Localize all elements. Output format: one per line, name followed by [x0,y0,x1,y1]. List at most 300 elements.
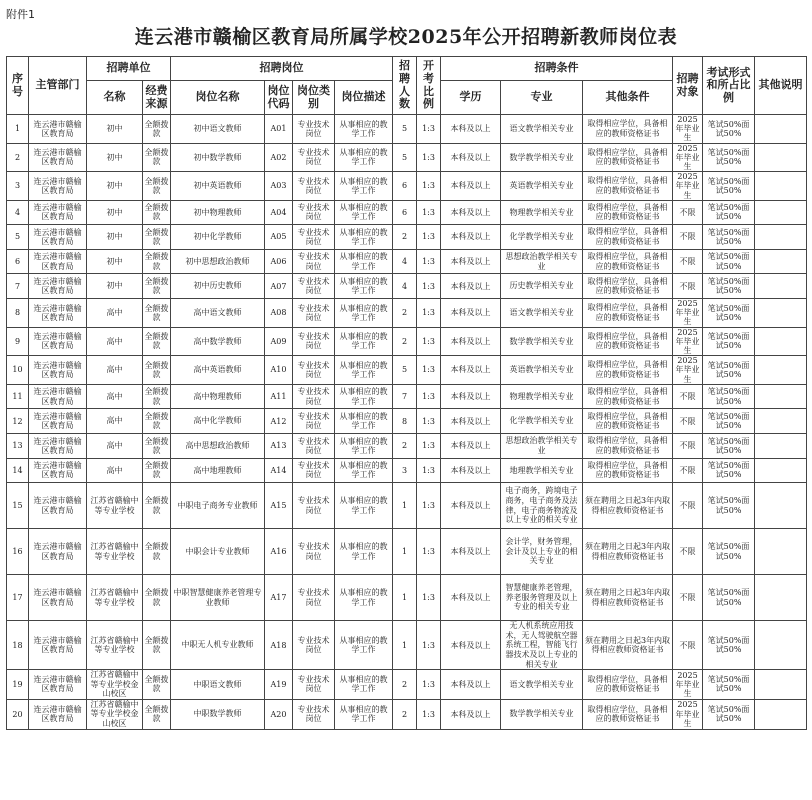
table-row [7,115,807,144]
cell-dept: 连云港市赣榆区教育局 [29,384,87,409]
cell-edu: 本科及以上 [441,575,501,621]
cell-dept: 连云港市赣榆区教育局 [29,356,87,385]
cell-post-type: 专业技术岗位 [293,274,335,299]
cell-ratio: 1:3 [417,274,441,299]
cell-ratio: 1:3 [417,483,441,529]
cell-edu: 本科及以上 [441,529,501,575]
cell-post-name: 初中物理教师 [171,200,265,225]
cell-major: 思想政治教学相关专业 [501,249,583,274]
cell-dept: 连云港市赣榆区教育局 [29,274,87,299]
cell-target: 不限 [673,458,703,483]
cell-major: 物理教学相关专业 [501,200,583,225]
cell-count: 4 [393,249,417,274]
cell-exam: 笔试50%面试50% [703,384,755,409]
cell-count: 2 [393,433,417,458]
cell-edu: 本科及以上 [441,384,501,409]
cell-edu: 本科及以上 [441,356,501,385]
cell-ratio: 1:3 [417,699,441,729]
cell-seq: 16 [7,529,29,575]
cell-post-desc: 从事相应的教学工作 [335,529,393,575]
header-post-type: 岗位类别 [293,81,335,115]
cell-post-desc: 从事相应的教学工作 [335,433,393,458]
cell-post-desc: 从事相应的教学工作 [335,200,393,225]
cell-major: 思想政治教学相关专业 [501,433,583,458]
cell-dept: 连云港市赣榆区教育局 [29,433,87,458]
cell-count: 8 [393,409,417,434]
table-row [7,433,807,458]
table-row [7,670,807,700]
cell-post-name: 中职数学教师 [171,699,265,729]
cell-ratio: 1:3 [417,143,441,172]
cell-seq: 20 [7,699,29,729]
cell-target: 不限 [673,621,703,670]
cell-edu: 本科及以上 [441,621,501,670]
cell-edu: 本科及以上 [441,409,501,434]
cell-funding: 全额拨款 [143,172,171,201]
table-row [7,621,807,670]
cell-notes [755,483,807,529]
cell-post-desc: 从事相应的教学工作 [335,143,393,172]
cell-exam: 笔试50%面试50% [703,483,755,529]
cell-count: 6 [393,172,417,201]
cell-unit: 初中 [87,274,143,299]
cell-post-code: A06 [265,249,293,274]
cell-post-code: A07 [265,274,293,299]
cell-unit: 初中 [87,143,143,172]
cell-notes [755,143,807,172]
cell-notes [755,670,807,700]
header-post-name: 岗位名称 [171,81,265,115]
header-funding: 经费来源 [143,81,171,115]
cell-unit: 江苏省赣榆中等专业学校 [87,529,143,575]
cell-other: 取得相应学位，具备相应的教师资格证书 [583,384,673,409]
cell-target: 2025年毕业生 [673,356,703,385]
cell-funding: 全额拨款 [143,249,171,274]
cell-post-name: 初中英语教师 [171,172,265,201]
header-post-code: 岗位代码 [265,81,293,115]
cell-target: 2025年毕业生 [673,699,703,729]
cell-other: 取得相应学位，具备相应的教师资格证书 [583,225,673,250]
cell-count: 1 [393,529,417,575]
cell-count: 7 [393,384,417,409]
cell-post-code: A03 [265,172,293,201]
cell-dept: 连云港市赣榆区教育局 [29,327,87,356]
header-exam: 考试形式和所占比例 [703,57,755,115]
table-row [7,699,807,729]
cell-post-type: 专业技术岗位 [293,384,335,409]
cell-exam: 笔试50%面试50% [703,670,755,700]
cell-target: 不限 [673,409,703,434]
table-row [7,172,807,201]
cell-seq: 3 [7,172,29,201]
cell-funding: 全额拨款 [143,575,171,621]
cell-count: 3 [393,458,417,483]
table-row [7,200,807,225]
cell-post-type: 专业技术岗位 [293,143,335,172]
cell-funding: 全额拨款 [143,356,171,385]
table-row [7,356,807,385]
cell-major: 地理教学相关专业 [501,458,583,483]
cell-exam: 笔试50%面试50% [703,433,755,458]
cell-other: 须在聘用之日起3年内取得相应教师资格证书 [583,483,673,529]
cell-ratio: 1:3 [417,670,441,700]
cell-post-name: 高中化学教师 [171,409,265,434]
cell-ratio: 1:3 [417,172,441,201]
cell-target: 不限 [673,529,703,575]
cell-post-desc: 从事相应的教学工作 [335,575,393,621]
header-post-desc: 岗位描述 [335,81,393,115]
cell-dept: 连云港市赣榆区教育局 [29,172,87,201]
cell-post-type: 专业技术岗位 [293,299,335,328]
cell-post-name: 高中地理教师 [171,458,265,483]
table-row [7,143,807,172]
cell-ratio: 1:3 [417,433,441,458]
cell-dept: 连云港市赣榆区教育局 [29,699,87,729]
cell-major: 语文教学相关专业 [501,115,583,144]
cell-post-desc: 从事相应的教学工作 [335,384,393,409]
cell-exam: 笔试50%面试50% [703,249,755,274]
cell-dept: 连云港市赣榆区教育局 [29,115,87,144]
cell-notes [755,172,807,201]
cell-post-type: 专业技术岗位 [293,356,335,385]
cell-count: 1 [393,483,417,529]
cell-post-code: A08 [265,299,293,328]
cell-funding: 全额拨款 [143,299,171,328]
cell-post-code: A18 [265,621,293,670]
cell-other: 取得相应学位，具备相应的教师资格证书 [583,409,673,434]
cell-major: 数学教学相关专业 [501,699,583,729]
cell-notes [755,299,807,328]
cell-dept: 连云港市赣榆区教育局 [29,575,87,621]
cell-post-type: 专业技术岗位 [293,172,335,201]
cell-dept: 连云港市赣榆区教育局 [29,299,87,328]
cell-funding: 全额拨款 [143,670,171,700]
cell-seq: 11 [7,384,29,409]
cell-post-desc: 从事相应的教学工作 [335,458,393,483]
cell-dept: 连云港市赣榆区教育局 [29,670,87,700]
table-row [7,249,807,274]
cell-unit: 江苏省赣榆中等专业学校金山校区 [87,699,143,729]
cell-notes [755,699,807,729]
cell-post-name: 高中数学教师 [171,327,265,356]
header-cond-group: 招聘条件 [441,57,673,81]
cell-other: 取得相应学位，具备相应的教师资格证书 [583,249,673,274]
header-seq: 序号 [7,57,29,115]
cell-edu: 本科及以上 [441,274,501,299]
cell-exam: 笔试50%面试50% [703,458,755,483]
cell-dept: 连云港市赣榆区教育局 [29,409,87,434]
cell-target: 不限 [673,249,703,274]
cell-post-name: 初中历史教师 [171,274,265,299]
cell-post-code: A15 [265,483,293,529]
cell-seq: 7 [7,274,29,299]
cell-count: 1 [393,575,417,621]
cell-other: 取得相应学位，具备相应的教师资格证书 [583,299,673,328]
cell-post-type: 专业技术岗位 [293,670,335,700]
cell-notes [755,384,807,409]
cell-edu: 本科及以上 [441,249,501,274]
cell-ratio: 1:3 [417,225,441,250]
cell-exam: 笔试50%面试50% [703,225,755,250]
cell-unit: 高中 [87,458,143,483]
cell-post-code: A19 [265,670,293,700]
cell-count: 5 [393,143,417,172]
cell-notes [755,458,807,483]
cell-dept: 连云港市赣榆区教育局 [29,143,87,172]
cell-unit: 高中 [87,409,143,434]
cell-exam: 笔试50%面试50% [703,327,755,356]
cell-other: 取得相应学位，具备相应的教师资格证书 [583,200,673,225]
cell-ratio: 1:3 [417,458,441,483]
cell-post-name: 高中思想政治教师 [171,433,265,458]
cell-major: 物理教学相关专业 [501,384,583,409]
cell-funding: 全额拨款 [143,115,171,144]
header-notes: 其他说明 [755,57,807,115]
cell-unit: 高中 [87,356,143,385]
cell-major: 英语教学相关专业 [501,172,583,201]
cell-major: 化学教学相关专业 [501,409,583,434]
cell-target: 不限 [673,225,703,250]
header-major: 专业 [501,81,583,115]
cell-ratio: 1:3 [417,621,441,670]
cell-dept: 连云港市赣榆区教育局 [29,458,87,483]
cell-edu: 本科及以上 [441,483,501,529]
cell-seq: 6 [7,249,29,274]
header-unit-group: 招聘单位 [87,57,171,81]
cell-post-type: 专业技术岗位 [293,225,335,250]
cell-edu: 本科及以上 [441,143,501,172]
cell-ratio: 1:3 [417,200,441,225]
cell-seq: 14 [7,458,29,483]
cell-other: 取得相应学位，具备相应的教师资格证书 [583,172,673,201]
cell-ratio: 1:3 [417,529,441,575]
cell-other: 取得相应学位，具备相应的教师资格证书 [583,458,673,483]
cell-target: 2025年毕业生 [673,172,703,201]
cell-post-code: A10 [265,356,293,385]
cell-seq: 10 [7,356,29,385]
cell-post-desc: 从事相应的教学工作 [335,249,393,274]
cell-post-desc: 从事相应的教学工作 [335,115,393,144]
cell-count: 5 [393,115,417,144]
cell-post-type: 专业技术岗位 [293,115,335,144]
cell-unit: 高中 [87,299,143,328]
header-count: 招聘人数 [393,57,417,115]
cell-other: 取得相应学位，具备相应的教师资格证书 [583,356,673,385]
cell-major: 智慧健康养老管理，养老服务管理及以上专业的相关专业 [501,575,583,621]
cell-unit: 江苏省赣榆中等专业学校 [87,621,143,670]
cell-post-name: 高中物理教师 [171,384,265,409]
cell-exam: 笔试50%面试50% [703,621,755,670]
cell-post-desc: 从事相应的教学工作 [335,327,393,356]
cell-notes [755,225,807,250]
cell-seq: 9 [7,327,29,356]
cell-unit: 江苏省赣榆中等专业学校金山校区 [87,670,143,700]
cell-exam: 笔试50%面试50% [703,172,755,201]
cell-post-code: A09 [265,327,293,356]
cell-post-desc: 从事相应的教学工作 [335,483,393,529]
cell-post-desc: 从事相应的教学工作 [335,172,393,201]
cell-post-code: A11 [265,384,293,409]
cell-ratio: 1:3 [417,327,441,356]
cell-post-desc: 从事相应的教学工作 [335,225,393,250]
cell-major: 数学教学相关专业 [501,327,583,356]
cell-notes [755,200,807,225]
cell-exam: 笔试50%面试50% [703,575,755,621]
cell-target: 不限 [673,483,703,529]
cell-post-name: 初中语文教师 [171,115,265,144]
cell-unit: 初中 [87,249,143,274]
cell-target: 2025年毕业生 [673,327,703,356]
cell-count: 4 [393,274,417,299]
cell-post-name: 中职无人机专业教师 [171,621,265,670]
cell-notes [755,115,807,144]
cell-funding: 全额拨款 [143,143,171,172]
cell-target: 不限 [673,200,703,225]
cell-ratio: 1:3 [417,249,441,274]
cell-post-code: A04 [265,200,293,225]
cell-post-type: 专业技术岗位 [293,529,335,575]
cell-other: 取得相应学位，具备相应的教师资格证书 [583,143,673,172]
cell-major: 会计学，财务管理，会计及以上专业的相关专业 [501,529,583,575]
cell-major: 语文教学相关专业 [501,670,583,700]
cell-other: 须在聘用之日起3年内取得相应教师资格证书 [583,575,673,621]
cell-post-code: A01 [265,115,293,144]
cell-ratio: 1:3 [417,575,441,621]
cell-count: 5 [393,356,417,385]
cell-post-type: 专业技术岗位 [293,621,335,670]
cell-post-desc: 从事相应的教学工作 [335,356,393,385]
cell-funding: 全额拨款 [143,409,171,434]
cell-notes [755,327,807,356]
table-body [7,115,807,730]
cell-edu: 本科及以上 [441,299,501,328]
table-row [7,327,807,356]
cell-ratio: 1:3 [417,115,441,144]
cell-edu: 本科及以上 [441,172,501,201]
cell-seq: 12 [7,409,29,434]
cell-post-name: 中职语文教师 [171,670,265,700]
cell-funding: 全额拨款 [143,621,171,670]
cell-dept: 连云港市赣榆区教育局 [29,529,87,575]
cell-post-desc: 从事相应的教学工作 [335,699,393,729]
cell-funding: 全额拨款 [143,433,171,458]
cell-major: 无人机系统应用技术，无人驾驶航空器系统工程，智能飞行器技术及以上专业的相关专业 [501,621,583,670]
cell-seq: 17 [7,575,29,621]
table-row [7,274,807,299]
cell-post-type: 专业技术岗位 [293,699,335,729]
cell-exam: 笔试50%面试50% [703,356,755,385]
cell-funding: 全额拨款 [143,225,171,250]
cell-post-name: 中职智慧健康养老管理专业教师 [171,575,265,621]
table-row [7,575,807,621]
cell-post-type: 专业技术岗位 [293,249,335,274]
cell-post-desc: 从事相应的教学工作 [335,621,393,670]
cell-funding: 全额拨款 [143,200,171,225]
cell-major: 语文教学相关专业 [501,299,583,328]
cell-dept: 连云港市赣榆区教育局 [29,621,87,670]
cell-unit: 高中 [87,384,143,409]
cell-count: 2 [393,327,417,356]
cell-target: 2025年毕业生 [673,115,703,144]
cell-target: 不限 [673,433,703,458]
cell-post-code: A16 [265,529,293,575]
cell-funding: 全额拨款 [143,384,171,409]
cell-exam: 笔试50%面试50% [703,409,755,434]
cell-unit: 初中 [87,225,143,250]
cell-post-name: 初中化学教师 [171,225,265,250]
cell-other: 取得相应学位，具备相应的教师资格证书 [583,699,673,729]
cell-post-type: 专业技术岗位 [293,575,335,621]
cell-count: 2 [393,699,417,729]
cell-post-code: A02 [265,143,293,172]
cell-target: 不限 [673,384,703,409]
cell-ratio: 1:3 [417,299,441,328]
cell-exam: 笔试50%面试50% [703,200,755,225]
cell-post-code: A12 [265,409,293,434]
cell-count: 1 [393,621,417,670]
cell-seq: 4 [7,200,29,225]
cell-target: 不限 [673,274,703,299]
cell-seq: 5 [7,225,29,250]
cell-target: 2025年毕业生 [673,299,703,328]
cell-post-name: 高中语文教师 [171,299,265,328]
cell-count: 6 [393,200,417,225]
cell-unit: 初中 [87,115,143,144]
cell-funding: 全额拨款 [143,327,171,356]
cell-edu: 本科及以上 [441,670,501,700]
header-target: 招聘对象 [673,57,703,115]
cell-post-code: A13 [265,433,293,458]
cell-seq: 15 [7,483,29,529]
cell-post-desc: 从事相应的教学工作 [335,670,393,700]
cell-seq: 13 [7,433,29,458]
cell-post-name: 中职会计专业教师 [171,529,265,575]
cell-edu: 本科及以上 [441,458,501,483]
recruitment-table [6,56,807,730]
cell-post-name: 中职电子商务专业教师 [171,483,265,529]
cell-post-desc: 从事相应的教学工作 [335,409,393,434]
cell-notes [755,575,807,621]
header-edu: 学历 [441,81,501,115]
table-row [7,384,807,409]
cell-ratio: 1:3 [417,409,441,434]
header-post-group: 招聘岗位 [171,57,393,81]
cell-edu: 本科及以上 [441,327,501,356]
cell-post-type: 专业技术岗位 [293,409,335,434]
cell-other: 取得相应学位，具备相应的教师资格证书 [583,433,673,458]
cell-edu: 本科及以上 [441,699,501,729]
cell-count: 2 [393,299,417,328]
cell-other: 须在聘用之日起3年内取得相应教师资格证书 [583,621,673,670]
cell-post-desc: 从事相应的教学工作 [335,299,393,328]
cell-major: 英语教学相关专业 [501,356,583,385]
cell-unit: 初中 [87,200,143,225]
cell-ratio: 1:3 [417,384,441,409]
header-dept: 主管部门 [29,57,87,115]
cell-post-name: 初中思想政治教师 [171,249,265,274]
cell-post-type: 专业技术岗位 [293,327,335,356]
cell-exam: 笔试50%面试50% [703,274,755,299]
header-other: 其他条件 [583,81,673,115]
table-row [7,483,807,529]
cell-major: 历史教学相关专业 [501,274,583,299]
cell-seq: 2 [7,143,29,172]
cell-exam: 笔试50%面试50% [703,143,755,172]
cell-post-name: 初中数学教师 [171,143,265,172]
cell-post-desc: 从事相应的教学工作 [335,274,393,299]
cell-seq: 18 [7,621,29,670]
header-ratio: 开考比例 [417,57,441,115]
